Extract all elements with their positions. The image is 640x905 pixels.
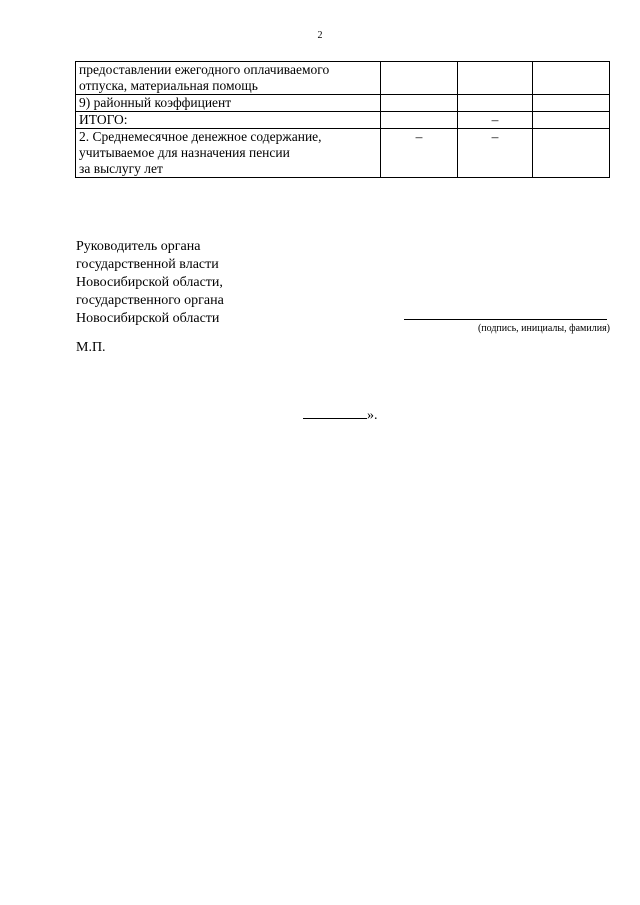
- table-cell: [381, 112, 458, 129]
- table-row: [76, 62, 610, 95]
- row-label: [76, 129, 381, 178]
- row-label-line: отпуска, материальная помощь: [79, 78, 258, 93]
- signer-block: [76, 238, 224, 328]
- row-label-line: ИТОГО:: [79, 112, 128, 127]
- row-label-line: учитываемое для назначения пенсии: [79, 145, 290, 160]
- signature-caption: (подпись, инициалы, фамилия): [477, 323, 610, 334]
- row-label-line: за выслугу лет: [79, 161, 163, 176]
- closing-mark: ».: [367, 408, 378, 423]
- table-cell: –: [458, 112, 533, 129]
- row-label-line: предоставлении ежегодного оплачиваемого: [79, 62, 330, 77]
- table-cell: –: [458, 129, 533, 178]
- stamp-label: М.П.: [76, 340, 106, 355]
- row-label-line: 9) районный коэффициент: [79, 95, 232, 110]
- table-cell: [533, 112, 610, 129]
- salary-table: [75, 61, 610, 178]
- page-number: 2: [317, 30, 323, 41]
- table-row: [76, 112, 610, 129]
- table-cell: [533, 129, 610, 178]
- table-row: [76, 129, 610, 178]
- signature-line: [404, 319, 607, 320]
- signer-line: государственной власти: [76, 257, 219, 272]
- row-label-line: 2. Среднемесячное денежное содержание,: [79, 129, 322, 144]
- table-cell: [533, 95, 610, 112]
- closing-blank-line: [303, 405, 367, 419]
- table-row: [76, 95, 610, 112]
- table-cell: [458, 95, 533, 112]
- table-cell: –: [381, 129, 458, 178]
- signer-line: Новосибирской области: [76, 311, 220, 326]
- table-cell: [458, 62, 533, 95]
- signer-line: Новосибирской области,: [76, 275, 223, 290]
- row-label: [76, 95, 381, 112]
- closing-block: [303, 405, 378, 425]
- row-label: [76, 62, 381, 95]
- signer-line: государственного органа: [76, 293, 224, 308]
- table-cell: [381, 62, 458, 95]
- table-cell: [533, 62, 610, 95]
- signer-line: Руководитель органа: [76, 239, 201, 254]
- table-cell: [381, 95, 458, 112]
- row-label: [76, 112, 381, 129]
